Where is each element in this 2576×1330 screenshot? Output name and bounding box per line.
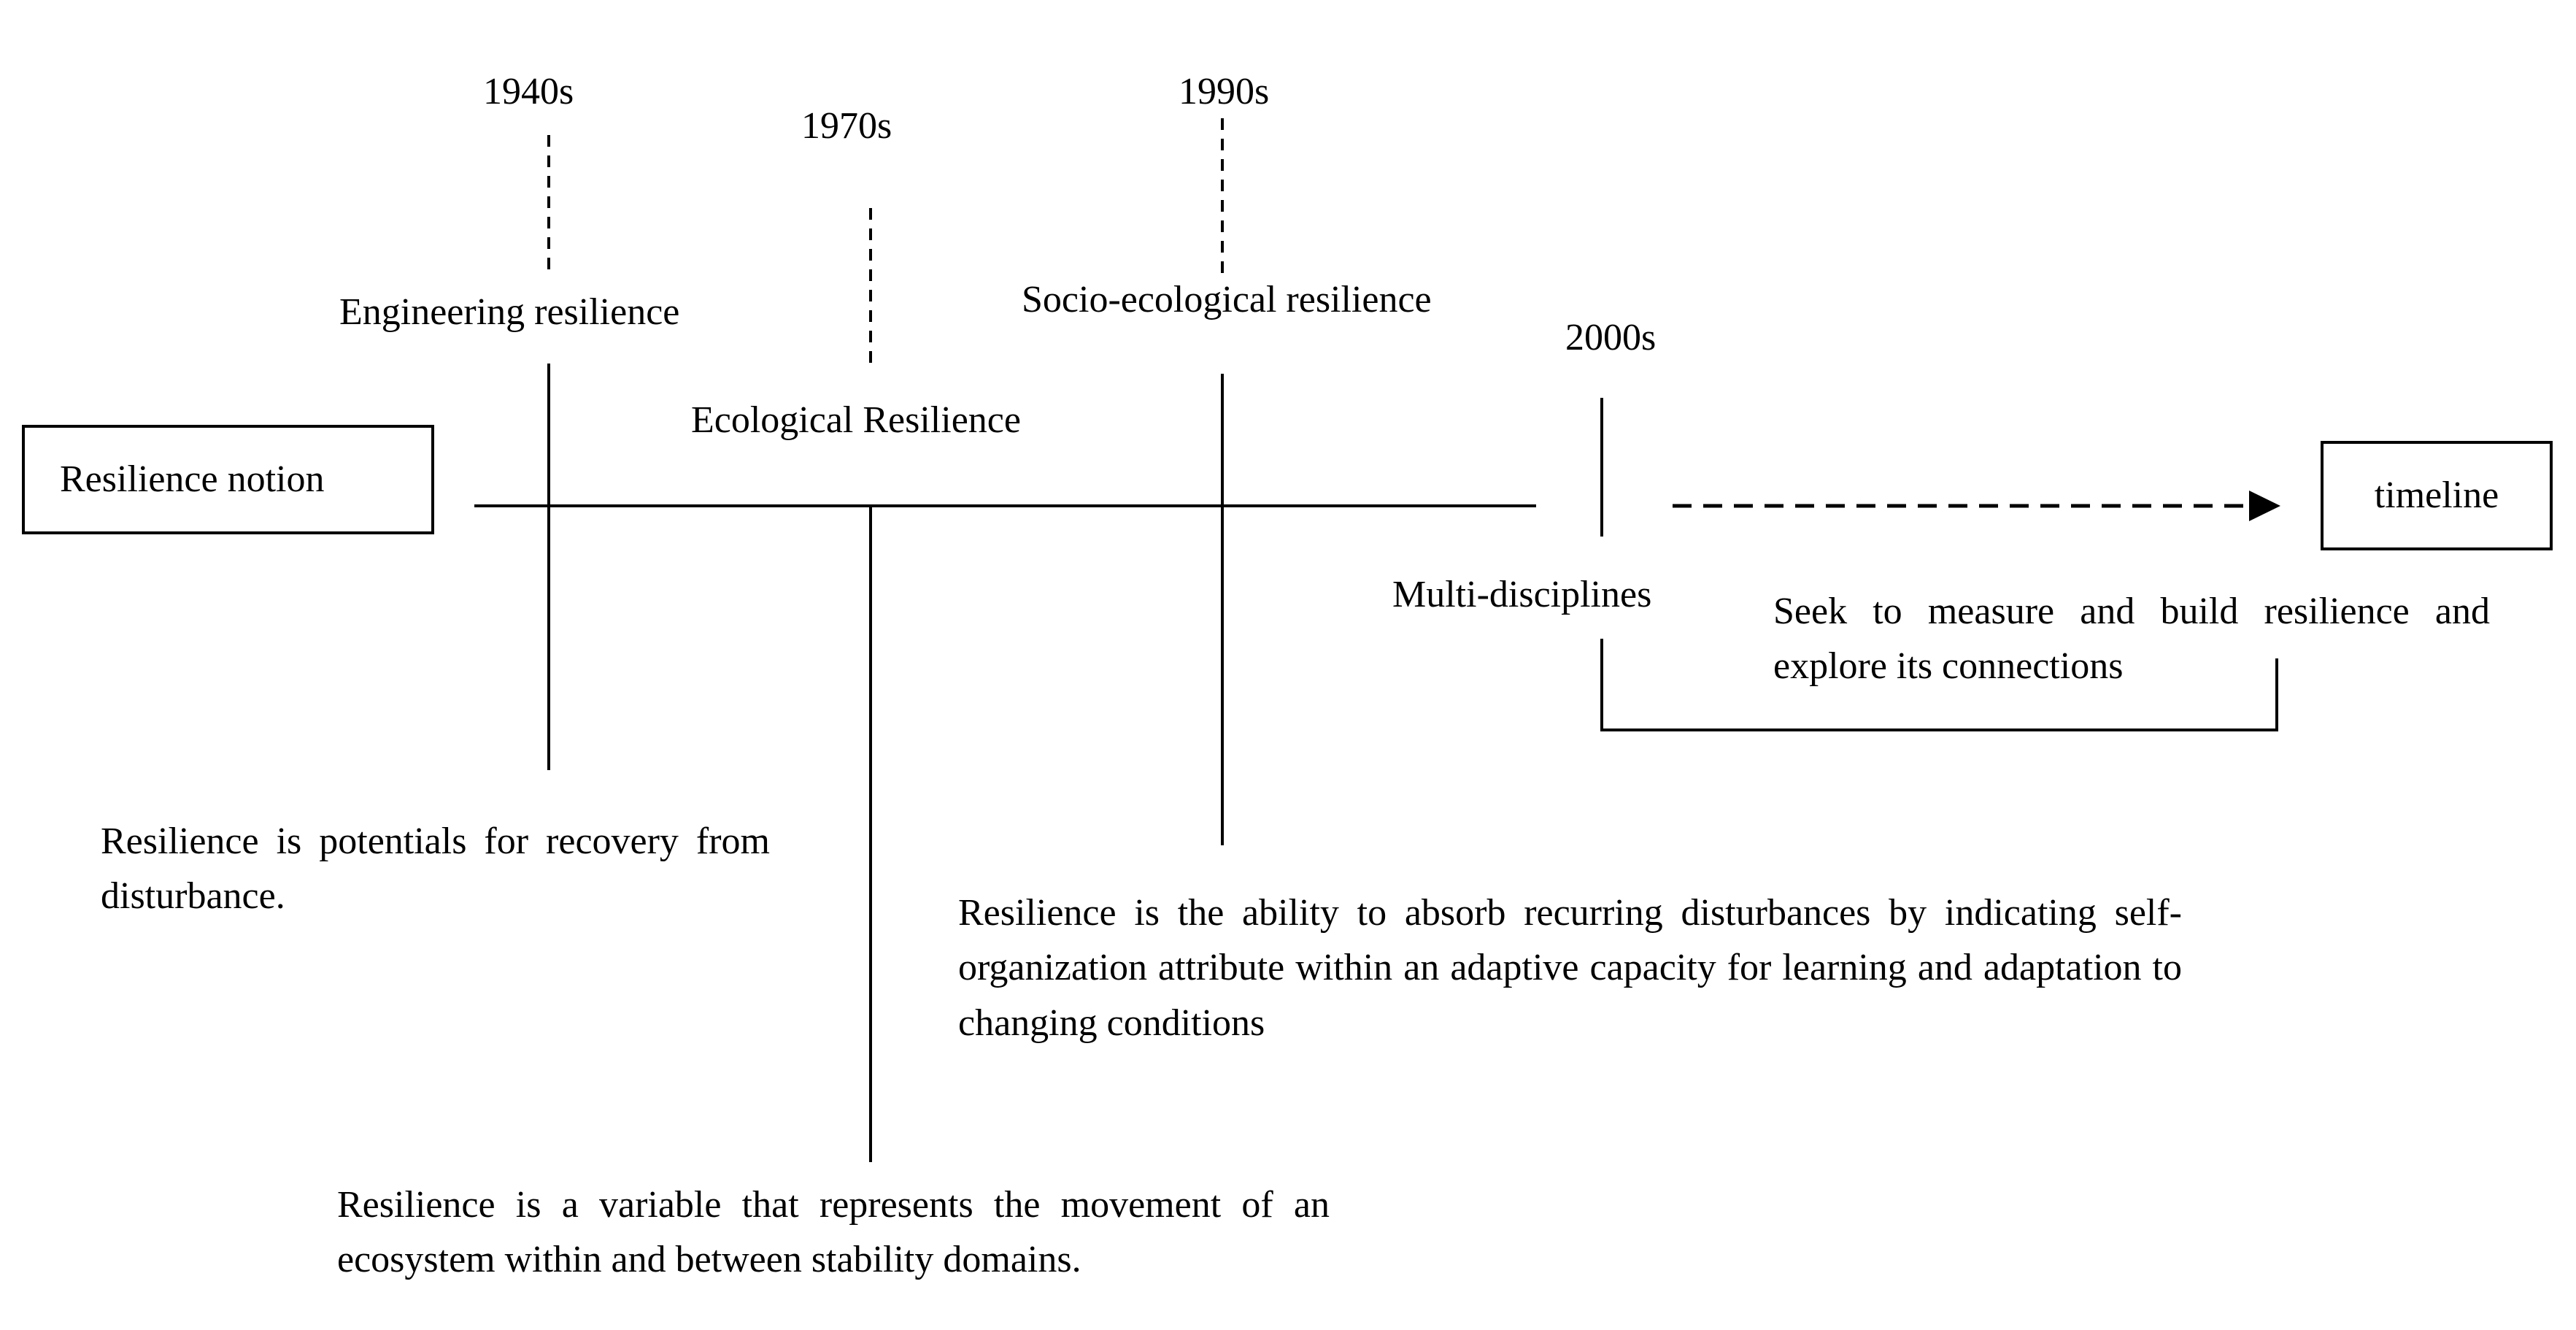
origin-label: Resilience notion [60,458,325,501]
concept-multi-disciplines: Multi-disciplines [1392,574,1652,615]
decade-1970s: 1970s [801,105,892,147]
definition-1990s: Resilience is the ability to absorb recurring disturbances by indicating self-organization attribute within an adaptive capacity for learning and adaptation to changing conditions [958,892,2182,1044]
decade-1940s: 1940s [483,71,574,112]
definition-1970s: Resilience is a variable that represents the movement of an ecosystem within and between stability domains. [337,1184,1330,1281]
timeline-box [2321,441,2553,550]
origin-box [22,425,434,534]
definition-2000s: Seek to measure and build resilience and explore its connections [1773,591,2490,688]
concept-ecological-resilience: Ecological Resilience [691,399,1021,441]
concept-socio-ecological-resilience: Socio-ecological resilience [1022,279,1432,320]
concept-engineering-resilience: Engineering resilience [339,291,680,333]
timeline-label: timeline [2374,474,2499,517]
decade-1990s: 1990s [1179,71,1270,112]
definition-1940s: Resilience is potentials for recovery from disturbance. [101,820,770,918]
axis-arrowhead [2249,491,2280,521]
decade-2000s: 2000s [1565,317,1657,358]
